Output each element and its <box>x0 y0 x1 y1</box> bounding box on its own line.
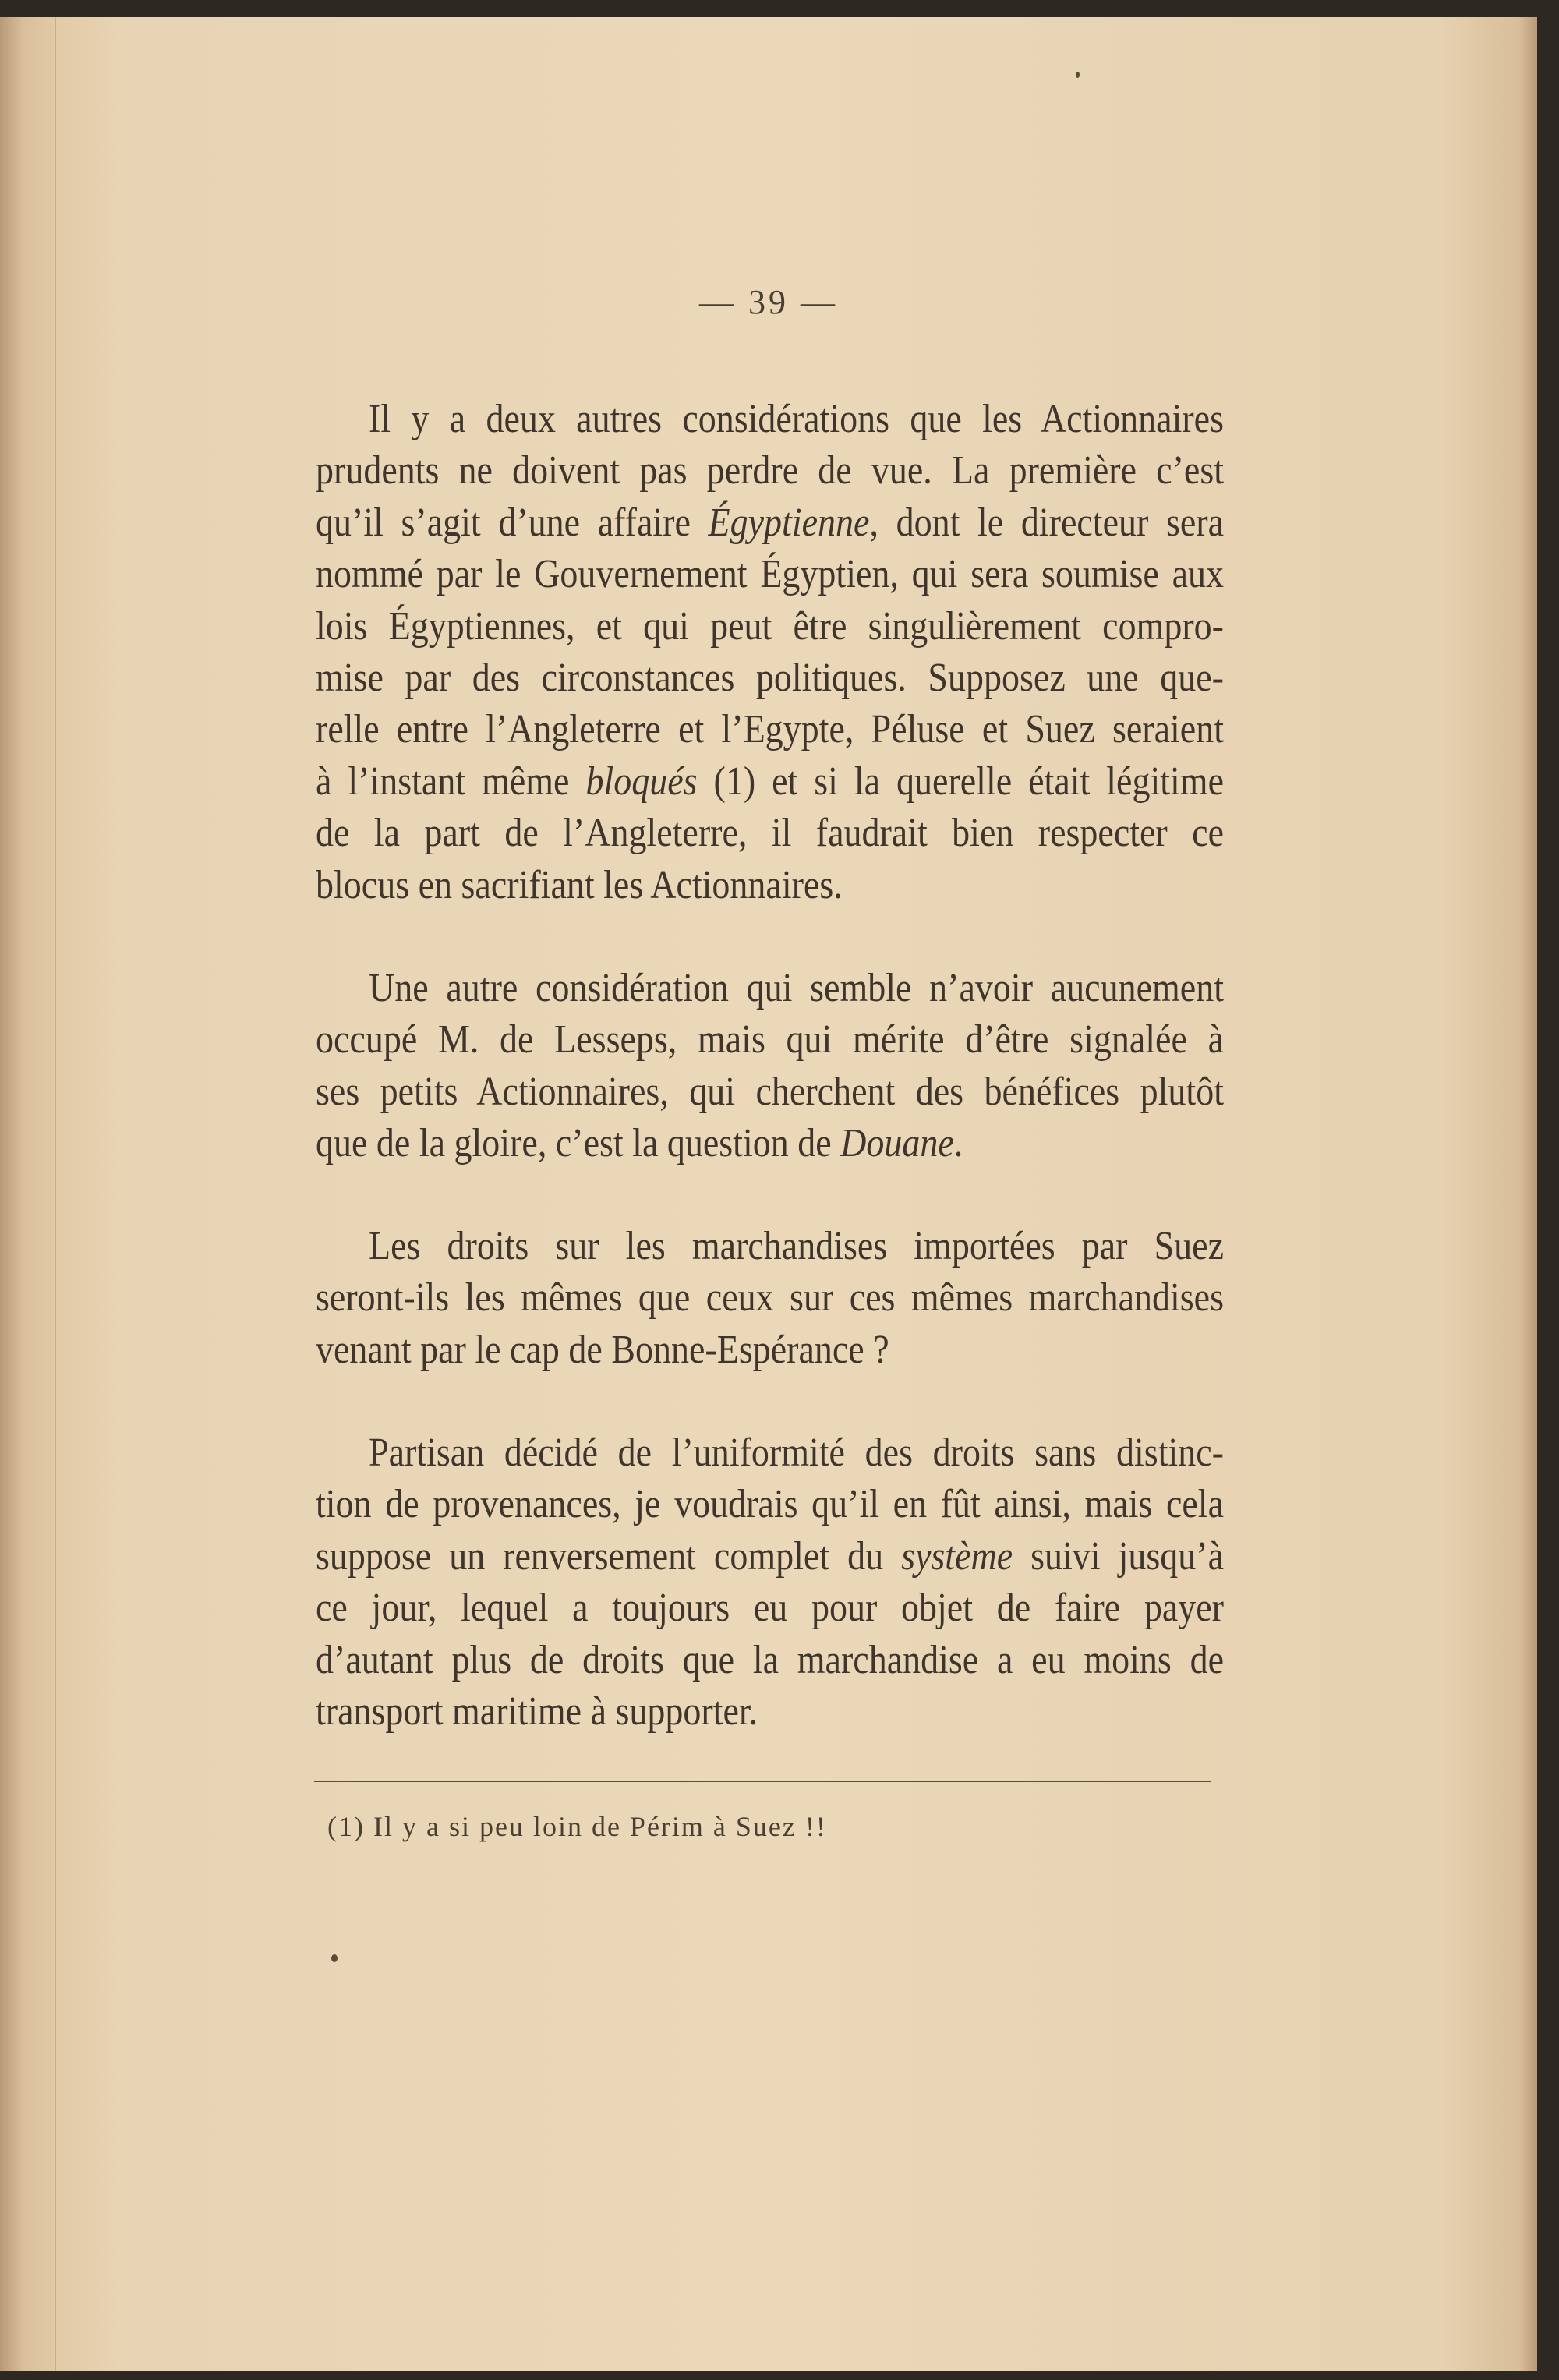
text-segment: Il y a deux autres considérations que les Actionnaires <box>369 396 1224 441</box>
footnote: (1) Il y a si peu loin de Périm à Suez !! <box>327 1811 827 1842</box>
text-line <box>316 758 1224 815</box>
text-segment: ses petits Actionnaires, qui cherchent des bénéfices plutôt <box>316 1068 1224 1114</box>
paragraph-4 <box>316 1432 1224 1742</box>
text-segment: blocus en sacrifiant les Actionnaires. <box>316 861 843 907</box>
text-segment: prudents ne doivent pas perdre de vue. La première c’est <box>316 447 1224 493</box>
paragraph-3 <box>316 1225 1224 1381</box>
text-line <box>316 1274 1224 1331</box>
page-number: — 39 — <box>699 283 838 321</box>
text-segment: nommé par le Gouvernement Égyptien, qui sera soumise aux <box>316 551 1224 596</box>
text-segment: suivi jusqu’à <box>1013 1533 1224 1579</box>
text-segment: lois Égyptiennes, et qui peut être singulièrement compro- <box>316 603 1224 648</box>
text-line <box>316 706 1224 763</box>
ink-speck <box>331 1954 338 1962</box>
text-line <box>316 1326 1224 1384</box>
text-segment: qu’il s’agit d’une affaire <box>316 499 709 545</box>
text-segment: relle entre l’Angleterre et l’Egypte, Péluse et Suez seraient <box>316 706 1224 751</box>
text-line <box>316 499 1224 557</box>
document-page <box>0 17 1537 2371</box>
text-line <box>316 1016 1224 1073</box>
text-line <box>316 447 1224 504</box>
italic-text: bloqués <box>585 758 698 803</box>
text-segment: Les droits sur les marchandises importées par Suez <box>369 1223 1224 1268</box>
text-line <box>316 1480 1224 1538</box>
text-segment: , dont le directeur sera <box>869 499 1224 545</box>
italic-text: Égyptienne <box>708 499 870 545</box>
paragraph-2 <box>316 967 1224 1175</box>
text-line <box>316 550 1224 608</box>
text-line <box>316 1119 1224 1177</box>
text-line <box>316 1533 1224 1590</box>
italic-text: Douane <box>840 1120 954 1165</box>
text-segment: Une autre considération qui semble n’avoir aucunement <box>369 965 1224 1010</box>
text-segment: (1) et si la querelle était légitime <box>697 758 1224 803</box>
text-line <box>316 1222 1224 1280</box>
text-line <box>316 1688 1224 1745</box>
text-segment: Partisan décidé de l’uniformité des droits sans distinc- <box>369 1430 1224 1475</box>
ink-speck <box>1076 72 1080 78</box>
paragraph-1 <box>316 398 1224 916</box>
text-line <box>316 1429 1224 1487</box>
text-segment: mise par des circonstances politiques. Supposez une que- <box>316 655 1224 700</box>
text-line <box>316 1636 1224 1694</box>
text-segment: transport maritime à supporter. <box>316 1689 758 1734</box>
text-segment: que de la gloire, c’est la question de <box>316 1120 841 1165</box>
text-segment: ce jour, lequel a toujours eu pour objet de faire payer <box>316 1585 1224 1630</box>
text-line <box>316 1584 1224 1642</box>
text-segment: d’autant plus de droits que la marchandise a eu moins de <box>316 1636 1224 1682</box>
text-line <box>316 964 1224 1022</box>
text-line <box>316 861 1224 919</box>
text-segment: occupé M. de Lesseps, mais qui mérite d’être signalée à <box>316 1017 1224 1062</box>
text-line <box>316 809 1224 867</box>
text-segment: . <box>953 1120 963 1165</box>
text-line <box>316 654 1224 712</box>
text-line <box>316 603 1224 660</box>
text-segment: seront-ils les mêmes que ceux sur ces mêmes marchandises <box>316 1275 1224 1320</box>
footnote-divider <box>314 1781 1211 1782</box>
text-segment: tion de provenances, je voudrais qu’il en fût ainsi, mais cela <box>316 1481 1224 1526</box>
text-segment: venant par le cap de Bonne-Espérance ? <box>316 1326 889 1372</box>
text-segment: suppose un renversement complet du <box>316 1533 902 1579</box>
text-segment: à l’instant même <box>316 758 586 803</box>
text-line <box>316 395 1224 453</box>
text-line <box>316 1068 1224 1126</box>
italic-text: système <box>901 1533 1013 1579</box>
text-segment: de la part de l’Angleterre, il faudrait bien respecter ce <box>316 810 1224 855</box>
